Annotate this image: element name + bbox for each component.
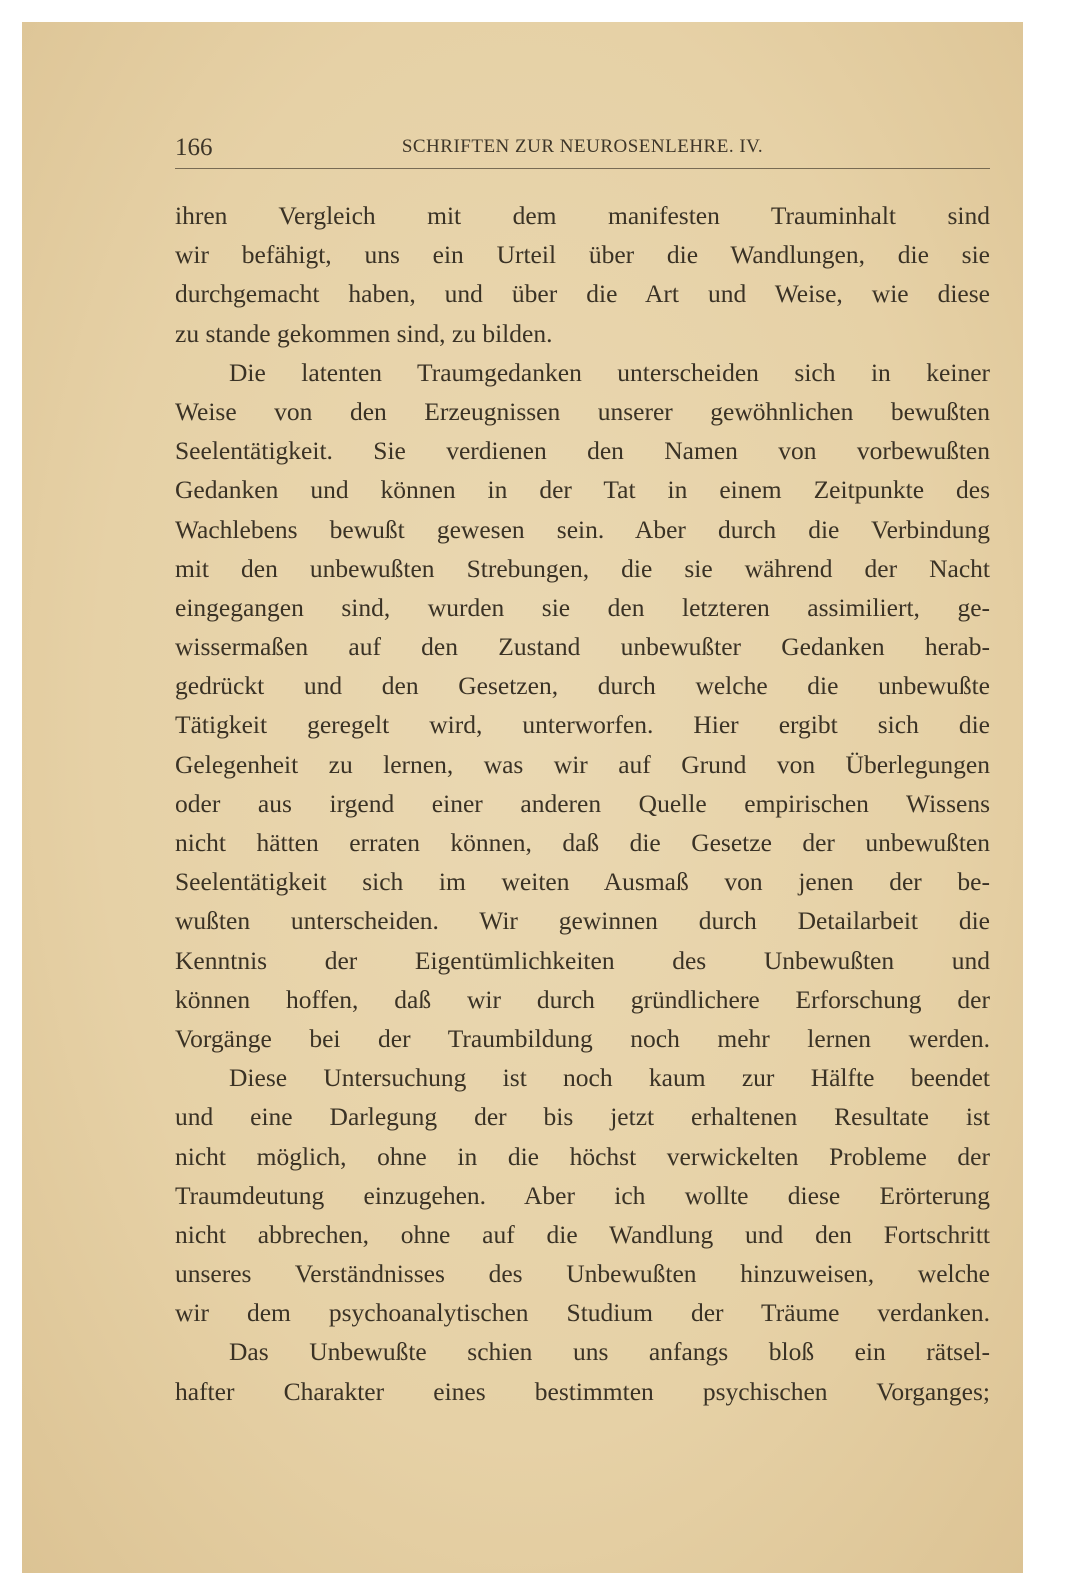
text-line: wir dem psychoanalytischen Studium der Träume verdanken. <box>175 1298 990 1328</box>
text-line: hafter Charakter eines bestimmten psychischen Vorganges; <box>175 1376 990 1406</box>
text-line: Vorgänge bei der Traumbildung noch mehr lernen werden. <box>175 1023 990 1053</box>
text-line: durchgemacht haben, und über die Art und Weise, wie diese <box>175 279 990 309</box>
text-line: nicht möglich, ohne in die höchst verwickelten Probleme der <box>175 1141 990 1171</box>
page-number: 166 <box>175 134 213 161</box>
body-text <box>175 196 990 1411</box>
text-line: nicht hätten erraten können, daß die Gesetze der unbewußten <box>175 828 990 857</box>
text-line: ihren Vergleich mit dem manifesten Trauminhalt sind <box>175 201 990 230</box>
text-line: oder aus irgend einer anderen Quelle empirischen Wissens <box>175 788 990 818</box>
text-line: Traumdeutung einzugehen. Aber ich wollte diese Erörterung <box>175 1180 990 1210</box>
text-line: Wachlebens bewußt gewesen sein. Aber durch die Verbindung <box>175 514 990 544</box>
text-line: können hoffen, daß wir durch gründlichere Erforschung der <box>175 984 990 1014</box>
text-line: Tätigkeit geregelt wird, unterworfen. Hier ergibt sich die <box>175 710 990 740</box>
text-line: Das Unbewußte schien uns anfangs bloß ein rätsel- <box>229 1337 990 1367</box>
text-line: wir befähigt, uns ein Urteil über die Wandlungen, die sie <box>175 240 990 270</box>
text-line: wissermaßen auf den Zustand unbewußter Gedanken herab- <box>175 632 990 662</box>
text-line: zu stande gekommen sind, zu bilden. <box>175 318 553 348</box>
text-line: mit den unbewußten Strebungen, die sie während der Nacht <box>175 553 990 583</box>
text-line: Seelentätigkeit. Sie verdienen den Namen von vorbewußten <box>175 436 990 466</box>
text-line: Weise von den Erzeugnissen unserer gewöhnlichen bewußten <box>175 396 990 426</box>
header-rule <box>175 168 990 169</box>
text-line: Gelegenheit zu lernen, was wir auf Grund von Überlegungen <box>175 749 990 779</box>
text-line: eingegangen sind, wurden sie den letzteren assimiliert, ge- <box>175 592 990 622</box>
running-title: SCHRIFTEN ZUR NEUROSENLEHRE. IV. <box>401 136 764 157</box>
text-line: Kenntnis der Eigentümlichkeiten des Unbewußten und <box>175 945 990 975</box>
text-line: und eine Darlegung der bis jetzt erhaltenen Resultate ist <box>175 1102 990 1132</box>
page-header <box>175 128 990 168</box>
text-line: Die latenten Traumgedanken unterscheiden sich in keiner <box>229 357 990 387</box>
text-line: nicht abbrechen, ohne auf die Wandlung und den Fortschritt <box>175 1219 990 1249</box>
text-line: Gedanken und können in der Tat in einem Zeitpunkte des <box>175 475 990 505</box>
text-line: wußten unterscheiden. Wir gewinnen durch Detailarbeit die <box>175 906 990 936</box>
text-line: gedrückt und den Gesetzen, durch welche die unbewußte <box>175 671 990 701</box>
text-line: unseres Verständnisses des Unbewußten hinzuweisen, welche <box>175 1259 990 1289</box>
text-line: Seelentätigkeit sich im weiten Ausmaß von jenen der be- <box>175 867 990 897</box>
text-line: Diese Untersuchung ist noch kaum zur Hälfte beendet <box>229 1063 990 1093</box>
